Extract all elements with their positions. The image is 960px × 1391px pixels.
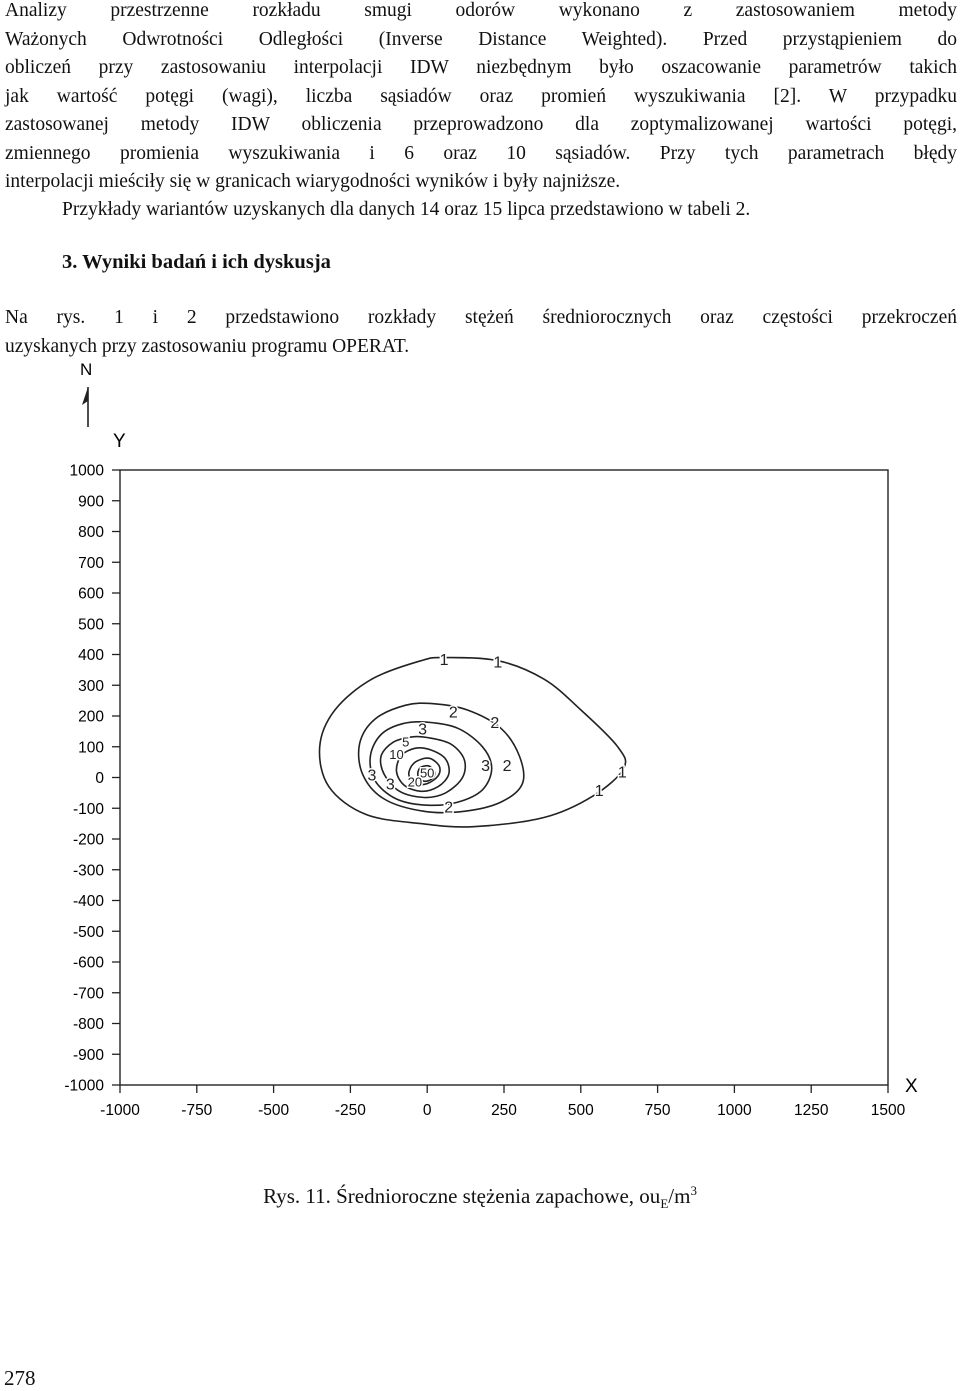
contour-label: 1 <box>439 652 449 670</box>
contour-plot <box>0 355 960 1135</box>
x-tick-label: 1000 <box>717 1102 752 1119</box>
text-line: Analizy przestrzenne rozkładu smugi odorów wykonano z zastosowaniem metody <box>5 0 957 21</box>
x-axis-label: X <box>905 1076 918 1097</box>
caption-text: Rys. 11. Średnioroczne stężenia zapachowe, ou <box>263 1184 661 1208</box>
contour-label: 5 <box>402 734 410 750</box>
contour-label: 3 <box>481 758 491 776</box>
x-tick-label: 1500 <box>870 1102 906 1119</box>
contour-label: 3 <box>385 776 395 794</box>
x-tick-label: -750 <box>181 1102 213 1119</box>
y-tick-label: -600 <box>72 954 104 972</box>
y-tick-label: -900 <box>72 1046 104 1064</box>
y-tick-label: 100 <box>78 739 104 757</box>
y-tick-label: 900 <box>78 493 104 511</box>
y-tick-label: 500 <box>78 616 104 634</box>
contour-label: 2 <box>444 799 454 817</box>
caption-unit: /m <box>668 1184 691 1208</box>
y-tick-label: 1000 <box>69 462 104 480</box>
contour-label: 2 <box>448 704 458 722</box>
x-tick-label: 750 <box>644 1102 671 1119</box>
x-tick-label: 0 <box>422 1102 432 1119</box>
x-tick-label: -500 <box>258 1102 290 1119</box>
text-line: uzyskanych przy zastosowaniu programu OPERAT. <box>5 335 410 357</box>
x-tick-label: 500 <box>567 1102 594 1119</box>
contour-label: 3 <box>418 721 428 739</box>
paragraph-methods <box>5 0 957 197</box>
y-tick-label: 300 <box>78 677 104 695</box>
contour-label: 2 <box>490 715 500 733</box>
caption-superscript: 3 <box>690 1183 697 1198</box>
text-line: Przykłady wariantów uzyskanych dla danych 14 oraz 15 lipca przedstawiono w tabeli 2. <box>62 199 751 220</box>
text-line: zmiennego promienia wyszukiwania i 6 oraz 10 sąsiadów. Przy tych parametrach błędy <box>5 142 957 164</box>
page-number: 278 <box>4 1366 36 1390</box>
north-arrow-icon <box>82 387 88 427</box>
text-line: Ważonych Odwrotności Odległości (Inverse Distance Weighted). Przed przystąpieniem do <box>5 28 957 50</box>
y-axis-label: Y <box>113 431 126 452</box>
contour-figure <box>0 355 960 1135</box>
y-tick-label: -1000 <box>64 1077 104 1095</box>
caption-subscript: E <box>660 1196 669 1212</box>
y-tick-label: 700 <box>78 554 104 572</box>
paragraph-examples <box>62 196 960 225</box>
y-tick-label: 800 <box>78 524 104 541</box>
text-line: interpolacji mieściły się w granicach wiarygodności wyników i były najniższe. <box>5 171 621 192</box>
contour-label: 2 <box>502 758 512 776</box>
text-line: Na rys. 1 i 2 przedstawiono rozkłady stężeń średniorocznych oraz częstości przekroczeń <box>5 307 957 328</box>
north-label: N <box>80 360 93 379</box>
y-tick-label: -800 <box>72 1016 104 1033</box>
text-line: jak wartość potęgi (wagi), liczba sąsiadów oraz promień wyszukiwania [2]. W przypadku <box>5 85 957 107</box>
contour-label: 3 <box>367 767 377 785</box>
x-tick-label: -1000 <box>100 1102 140 1119</box>
y-tick-label: 200 <box>78 708 104 726</box>
text-line: zastosowanej metody IDW obliczenia przeprowadzono dla zoptymalizowanej wartości potęgi, <box>5 114 957 135</box>
paragraph-results <box>5 304 957 361</box>
contour-label: 1 <box>493 654 503 672</box>
contour-label: 1 <box>594 782 604 800</box>
x-tick-label: -250 <box>334 1102 366 1119</box>
contour-label: 20 <box>407 774 423 790</box>
contour-label: 10 <box>389 746 404 762</box>
y-tick-label: 400 <box>78 647 104 664</box>
y-tick-label: -500 <box>72 923 104 941</box>
contour-level-1 <box>319 658 625 827</box>
y-tick-label: -200 <box>72 831 104 849</box>
y-tick-label: -400 <box>72 893 104 910</box>
x-tick-label: 1250 <box>793 1102 829 1119</box>
contour-label: 1 <box>617 764 627 782</box>
y-tick-label: 0 <box>95 770 104 787</box>
text-line: obliczeń przy zastosowaniu interpolacji IDW niezbędnym było oszacowanie parametrów takich <box>5 57 957 78</box>
y-tick-label: -300 <box>72 862 104 880</box>
contour-label: 50 <box>419 765 435 781</box>
y-tick-label: -700 <box>72 985 104 1003</box>
plot-frame <box>120 470 888 1085</box>
section-heading: 3. Wyniki badań i ich dyskusja <box>62 251 331 273</box>
x-tick-label: 250 <box>491 1102 517 1119</box>
plot-axes <box>64 463 905 1120</box>
figure-caption <box>0 1183 960 1212</box>
contour-labels <box>367 652 626 817</box>
y-tick-label: 600 <box>78 585 104 603</box>
y-tick-label: -100 <box>72 800 104 818</box>
contour-lines <box>319 658 625 827</box>
